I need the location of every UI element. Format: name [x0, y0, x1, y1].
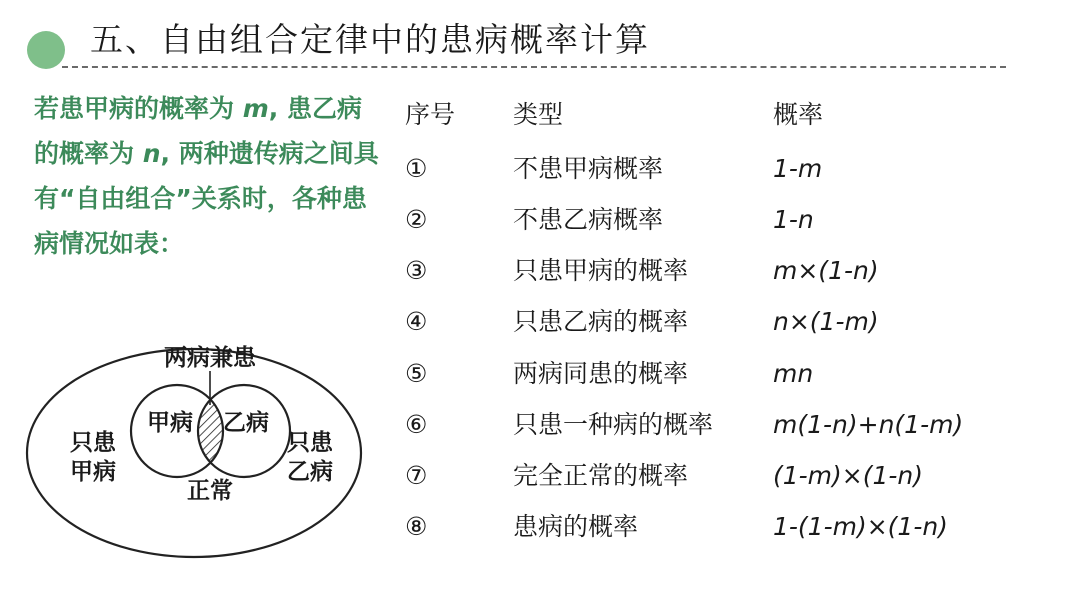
row-prob: mn	[773, 359, 814, 388]
label-only-yi-2: 乙病	[287, 459, 333, 484]
row-type: 不患甲病概率	[513, 154, 664, 183]
label-only-yi-1: 只患	[287, 430, 333, 455]
row-no: ⑤	[405, 359, 428, 388]
row-prob: 1-m	[773, 154, 823, 183]
label-only-jia-2: 甲病	[70, 459, 116, 484]
row-prob: 1-(1-m)×(1-n)	[773, 512, 948, 541]
intro-part: 若患甲病的概率为	[34, 94, 243, 123]
bullet-dot	[27, 31, 65, 69]
row-no: ③	[405, 256, 428, 285]
row-type: 不患乙病概率	[513, 205, 664, 234]
row-prob: n×(1-m)	[773, 307, 879, 336]
header-type: 类型	[513, 100, 564, 129]
row-type: 只患一种病的概率	[513, 410, 714, 439]
row-type: 完全正常的概率	[513, 461, 689, 490]
row-type: 只患甲病的概率	[513, 256, 689, 285]
intro-part: , 患乙病的概率为	[34, 94, 362, 168]
row-prob: (1-m)×(1-n)	[773, 461, 924, 490]
row-type: 患病的概率	[513, 512, 639, 541]
label-both: 两病兼患	[164, 345, 256, 370]
row-prob: 1-n	[773, 205, 814, 234]
label-jia: 甲病	[147, 410, 193, 435]
row-no: ④	[405, 307, 428, 336]
page-title: 五、自由组合定律中的患病概率计算	[90, 20, 650, 59]
row-no: ⑥	[405, 410, 428, 439]
row-no: ①	[405, 154, 428, 183]
label-only-jia-1: 只患	[70, 430, 116, 455]
intro-text	[34, 86, 379, 266]
header-no: 序号	[405, 100, 456, 129]
intro-part: , 两种遗传病之间具有“自由组合”关系时，各种患病情况如表：	[34, 139, 379, 258]
var-n: n	[142, 139, 161, 168]
row-prob: m(1-n)+n(1-m)	[773, 410, 964, 439]
venn-diagram	[22, 333, 367, 563]
row-no: ②	[405, 205, 428, 234]
var-m: m	[242, 94, 269, 123]
label-yi: 乙病	[223, 410, 269, 435]
row-type: 两病同患的概率	[513, 359, 689, 388]
row-no: ⑦	[405, 461, 428, 490]
title-divider	[62, 66, 1006, 68]
row-prob: m×(1-n)	[773, 256, 879, 285]
header-prob: 概率	[773, 100, 824, 129]
row-no: ⑧	[405, 512, 428, 541]
label-normal: 正常	[187, 478, 233, 503]
row-type: 只患乙病的概率	[513, 307, 689, 336]
